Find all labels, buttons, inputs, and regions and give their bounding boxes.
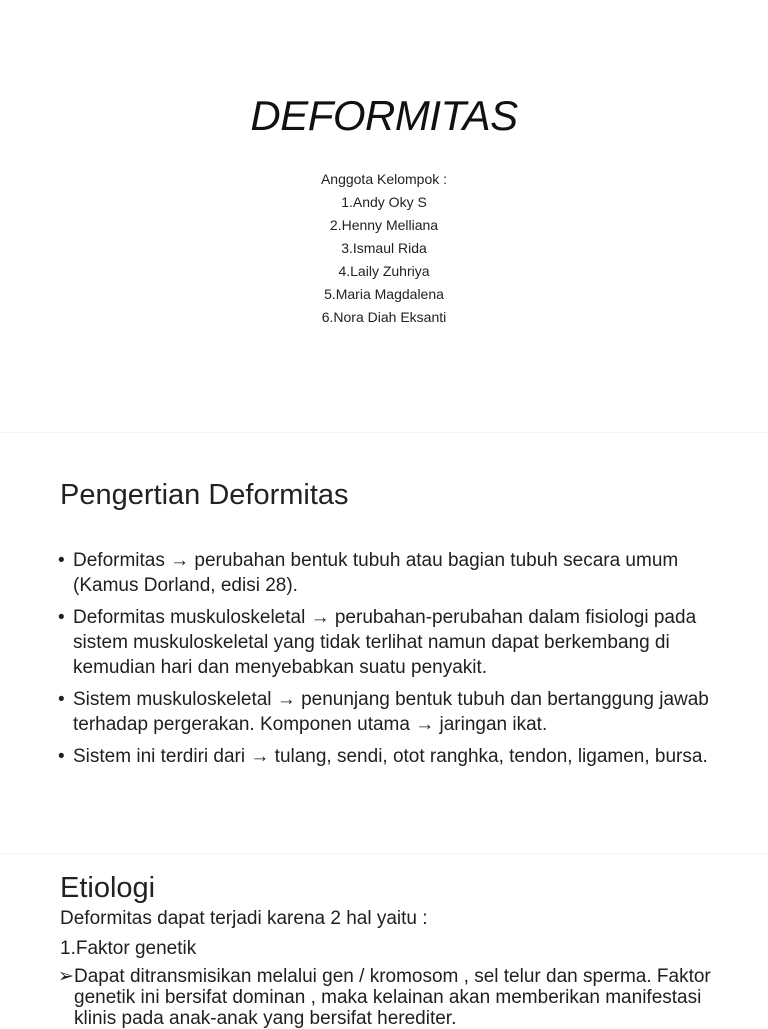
etiology-intro: Deformitas dapat terjadi karena 2 hal yaitu : [60,908,428,929]
definition-heading: Pengertian Deformitas [60,479,349,511]
definition-bullet [58,687,718,737]
title-slide [0,0,768,432]
member-item: 5.Maria Magdalena [324,286,444,302]
bullet-dot-icon: • [58,689,65,710]
slide-title: DEFORMITAS [250,92,518,139]
member-item: 4.Laily Zuhriya [338,263,430,279]
definition-bullet [58,548,718,598]
member-item: 2.Henny Melliana [329,217,439,233]
bullet-text: Deformitas muskuloskeletal → perubahan-perubahan dalam fisiologi pada sistem muskuloskeletal yang tidak terlihat namun dapat berkembang di kemudian hari dan menyebabkan suatu penyakit. [73,607,697,678]
definition-bullet [58,744,718,769]
etiology-slide [0,854,768,1029]
member-item: 1.Andy Oky S [341,194,427,210]
member-item: 3.Ismaul Rida [341,240,427,256]
etiology-bullet-text: Dapat ditransmisikan melalui gen / kromosom , sel telur dan sperma. Faktor genetik ini bersifat dominan , maka kelainan akan memberikan manifestasi klinis pada anak-anak yang bersifat herediter. [74,966,711,1029]
member-list [0,168,768,329]
definition-slide [0,433,768,853]
etiology-bullet [58,966,738,1029]
arrow-bullet-icon: ➢ [58,966,74,987]
bullet-dot-icon: • [58,607,65,628]
bullet-text: Sistem ini terdiri dari → tulang, sendi, otot ranghka, tendon, ligamen, bursa. [73,746,708,767]
members-label: Anggota Kelompok : [320,171,448,187]
definition-bullet [58,605,718,680]
etiology-sub-heading: 1.Faktor genetik [60,938,197,959]
bullet-text: Sistem muskuloskeletal → penunjang bentuk tubuh dan bertanggung jawab terhadap pergerakan. Komponen utama → jaringan ikat. [73,689,709,735]
definition-bullet-list [58,548,718,776]
bullet-dot-icon: • [58,550,65,571]
bullet-text: Deformitas → perubahan bentuk tubuh atau bagian tubuh secara umum (Kamus Dorland, edisi 28). [73,550,679,596]
etiology-heading: Etiologi [60,872,156,904]
bullet-dot-icon: • [58,746,65,767]
member-item: 6.Nora Diah Eksanti [321,309,447,325]
